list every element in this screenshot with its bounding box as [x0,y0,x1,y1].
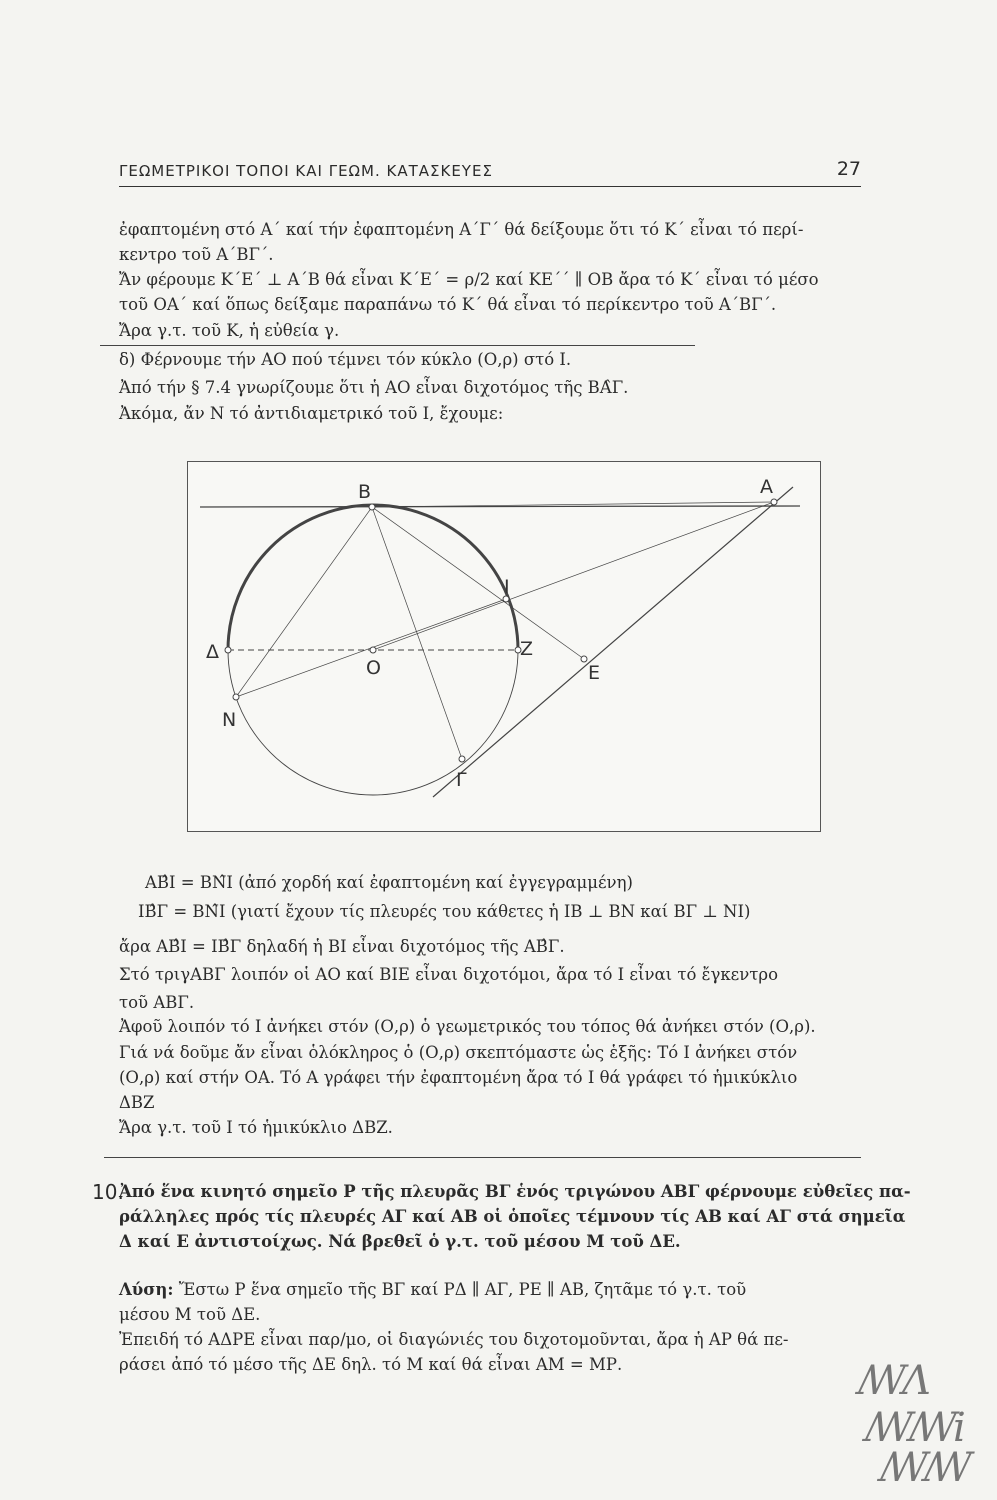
header-title: ΓΕΩΜΕΤΡΙΚΟΙ ΤΟΠΟΙ ΚΑΙ ΓΕΩΜ. ΚΑΤΑΣΚΕΥΕΣ [119,162,493,180]
semicircle-dbz [228,505,518,650]
point-delta [225,647,231,653]
text-line: Γιά νά δοῦμε ἄν εἶναι ὁλόκληρος ὁ (Ο,ρ) σκεπτόμαστε ὡς ἑξῆς: Τό Ι ἀνήκει στόν [119,1043,798,1062]
text-line: Στό τριγΑΒΓ λοιπόν οἱ ΑΟ καί ΒΙΕ εἶναι διχοτόμοι, ἄρα τό Ι εἶναι τό ἔγκεντρο [119,965,779,984]
point-o [370,647,376,653]
label-o: O [366,657,381,679]
text-line: ἄρα ΑΒ̂Ι = ΙΒ̂Γ δηλαδή ἡ ΒΙ εἶναι διχοτόμος τῆς ΑΒ̂Γ. [119,937,565,956]
point-n [233,694,239,700]
text-line: Ἄρα γ.τ. τοῦ Ι τό ἡμικύκλιο ΔΒΖ. [119,1118,393,1137]
geometry-figure [187,461,821,832]
text-line: ἐφαπτομένη στό Α΄ καί τήν ἐφαπτομένη Α΄Γ΄ θά δείξουμε ὅτι τό Κ΄ εἶναι τό περί- [119,220,804,239]
label-a: A [760,476,773,498]
segment-bgamma [372,507,462,759]
solution-line [119,1280,746,1300]
point-b [369,504,375,510]
line-agamma [433,487,793,797]
text-line: Ἄν φέρουμε Κ΄Ε΄ ⊥ Α΄Β θά εἶναι Κ΄Ε΄ = ρ/2 καί ΚΕ΄΄ ∥ ΟΒ ἄρα τό Κ΄ εἶναι τό μέσο [119,270,819,289]
text-line: δ) Φέρνουμε τήν ΑΟ πού τέμνει τόν κύκλο (Ο,ρ) στό Ι. [119,350,572,369]
solution-line: μέσου Μ τοῦ ΔΕ. [119,1305,261,1324]
text-line: Ἀφοῦ λοιπόν τό Ι ἀνήκει στόν (Ο,ρ) ὁ γεωμετρικός του τόπος θά ἀνήκει στόν (Ο,ρ). [119,1017,816,1036]
problem-number: 10. [92,1180,124,1204]
text-line: ΙΒ̂Γ = ΒΝ̂Ι (γιατί ἔχουν τίς πλευρές του κάθετες ἡ ΙΒ ⊥ ΒΝ καί ΒΓ ⊥ ΝΙ) [138,902,751,921]
geometry-diagram [188,462,820,831]
page-number: 27 [836,158,861,180]
text-line: κεντρο τοῦ Α΄ΒΓ΄. [119,245,274,264]
problem-statement-line: ράλληλες πρός τίς πλευρές ΑΓ καί ΑΒ οἱ ὁποῖες τέμνουν τίς ΑΒ καί ΑΓ στά σημεῖα [119,1207,906,1226]
solution-label: Λύση: [119,1280,174,1299]
problem-statement-line: Ἀπό ἕνα κινητό σημεῖο Ρ τῆς πλευρᾶς ΒΓ ἑνός τριγώνου ΑΒΓ φέρνουμε εὐθεῖες πα- [119,1182,911,1201]
point-e [581,656,587,662]
label-b: B [358,481,372,503]
label-e: E [588,662,601,684]
label-z: Z [520,638,534,660]
text-line: ΔΒΖ [119,1093,155,1112]
point-a [771,499,777,505]
text-line: ΑΒ̂Ι = ΒΝ̂Ι (ἀπό χορδή καί ἐφαπτομένη καί ἐγγεγραμμένη) [145,873,633,892]
tangent-line [200,506,800,507]
handwritten-scribble: ꟿꟿi [865,1405,962,1451]
problem-statement-line: Δ καί Ε ἀντιστοίχως. Νά βρεθεῖ ὁ γ.τ. τοῦ μέσου Μ τοῦ ΔΕ. [119,1232,681,1251]
segment-oa [373,502,774,650]
label-delta: Δ [206,641,219,663]
text-line: τοῦ ΟΑ΄ καί ὅπως δείξαμε παραπάνω τό Κ΄ θά εἶναι τό περίκεντρο τοῦ Α΄ΒΓ΄. [119,295,777,314]
solution-line: ράσει ἀπό τό μέσο τῆς ΔΕ δηλ. τό Μ καί θά εἶναι ΑΜ = ΜΡ. [119,1355,623,1374]
solution-line: Ἐπειδή τό ΑΔΡΕ εἶναι παρ/μο, οἱ διαγώνιές του διχοτομοῦνται, ἄρα ἡ ΑΡ θά πε- [119,1330,789,1349]
handwritten-scribble: ꟿꟿ [880,1445,969,1491]
running-header [119,160,861,187]
text-line: Ἄρα γ.τ. τοῦ Κ, ἡ εὐθεία γ. [119,321,340,340]
label-gamma: Γ [456,769,467,791]
text-line: Ἀπό τήν § 7.4 γνωρίζουμε ὅτι ἡ ΑΟ εἶναι διχοτόμος τῆς ΒΑ̂Γ. [119,378,629,397]
text-line: Ἀκόμα, ἄν Ν τό ἀντιδιαμετρικό τοῦ Ι, ἔχουμε: [119,404,504,423]
label-i: I [504,576,510,598]
text-line: (Ο,ρ) καί στήν ΟΑ. Τό Α γράφει τήν ἐφαπτομένη ἄρα τό Ι θά γράφει τό ἡμικύκλιο [119,1068,798,1087]
hand-drawn-underline [100,345,695,346]
handwritten-scribble: ꟿΛ [858,1358,927,1404]
section-divider [104,1157,861,1158]
label-n: N [222,709,237,731]
segment-bn [236,507,372,697]
text-line: τοῦ ΑΒΓ. [119,993,195,1012]
point-gamma [459,756,465,762]
solution-text: Ἔστω Ρ ἕνα σημεῖο τῆς ΒΓ καί ΡΔ ∥ ΑΓ, ΡΕ ∥ ΑΒ, ζητᾶμε τό γ.τ. τοῦ [178,1280,747,1299]
